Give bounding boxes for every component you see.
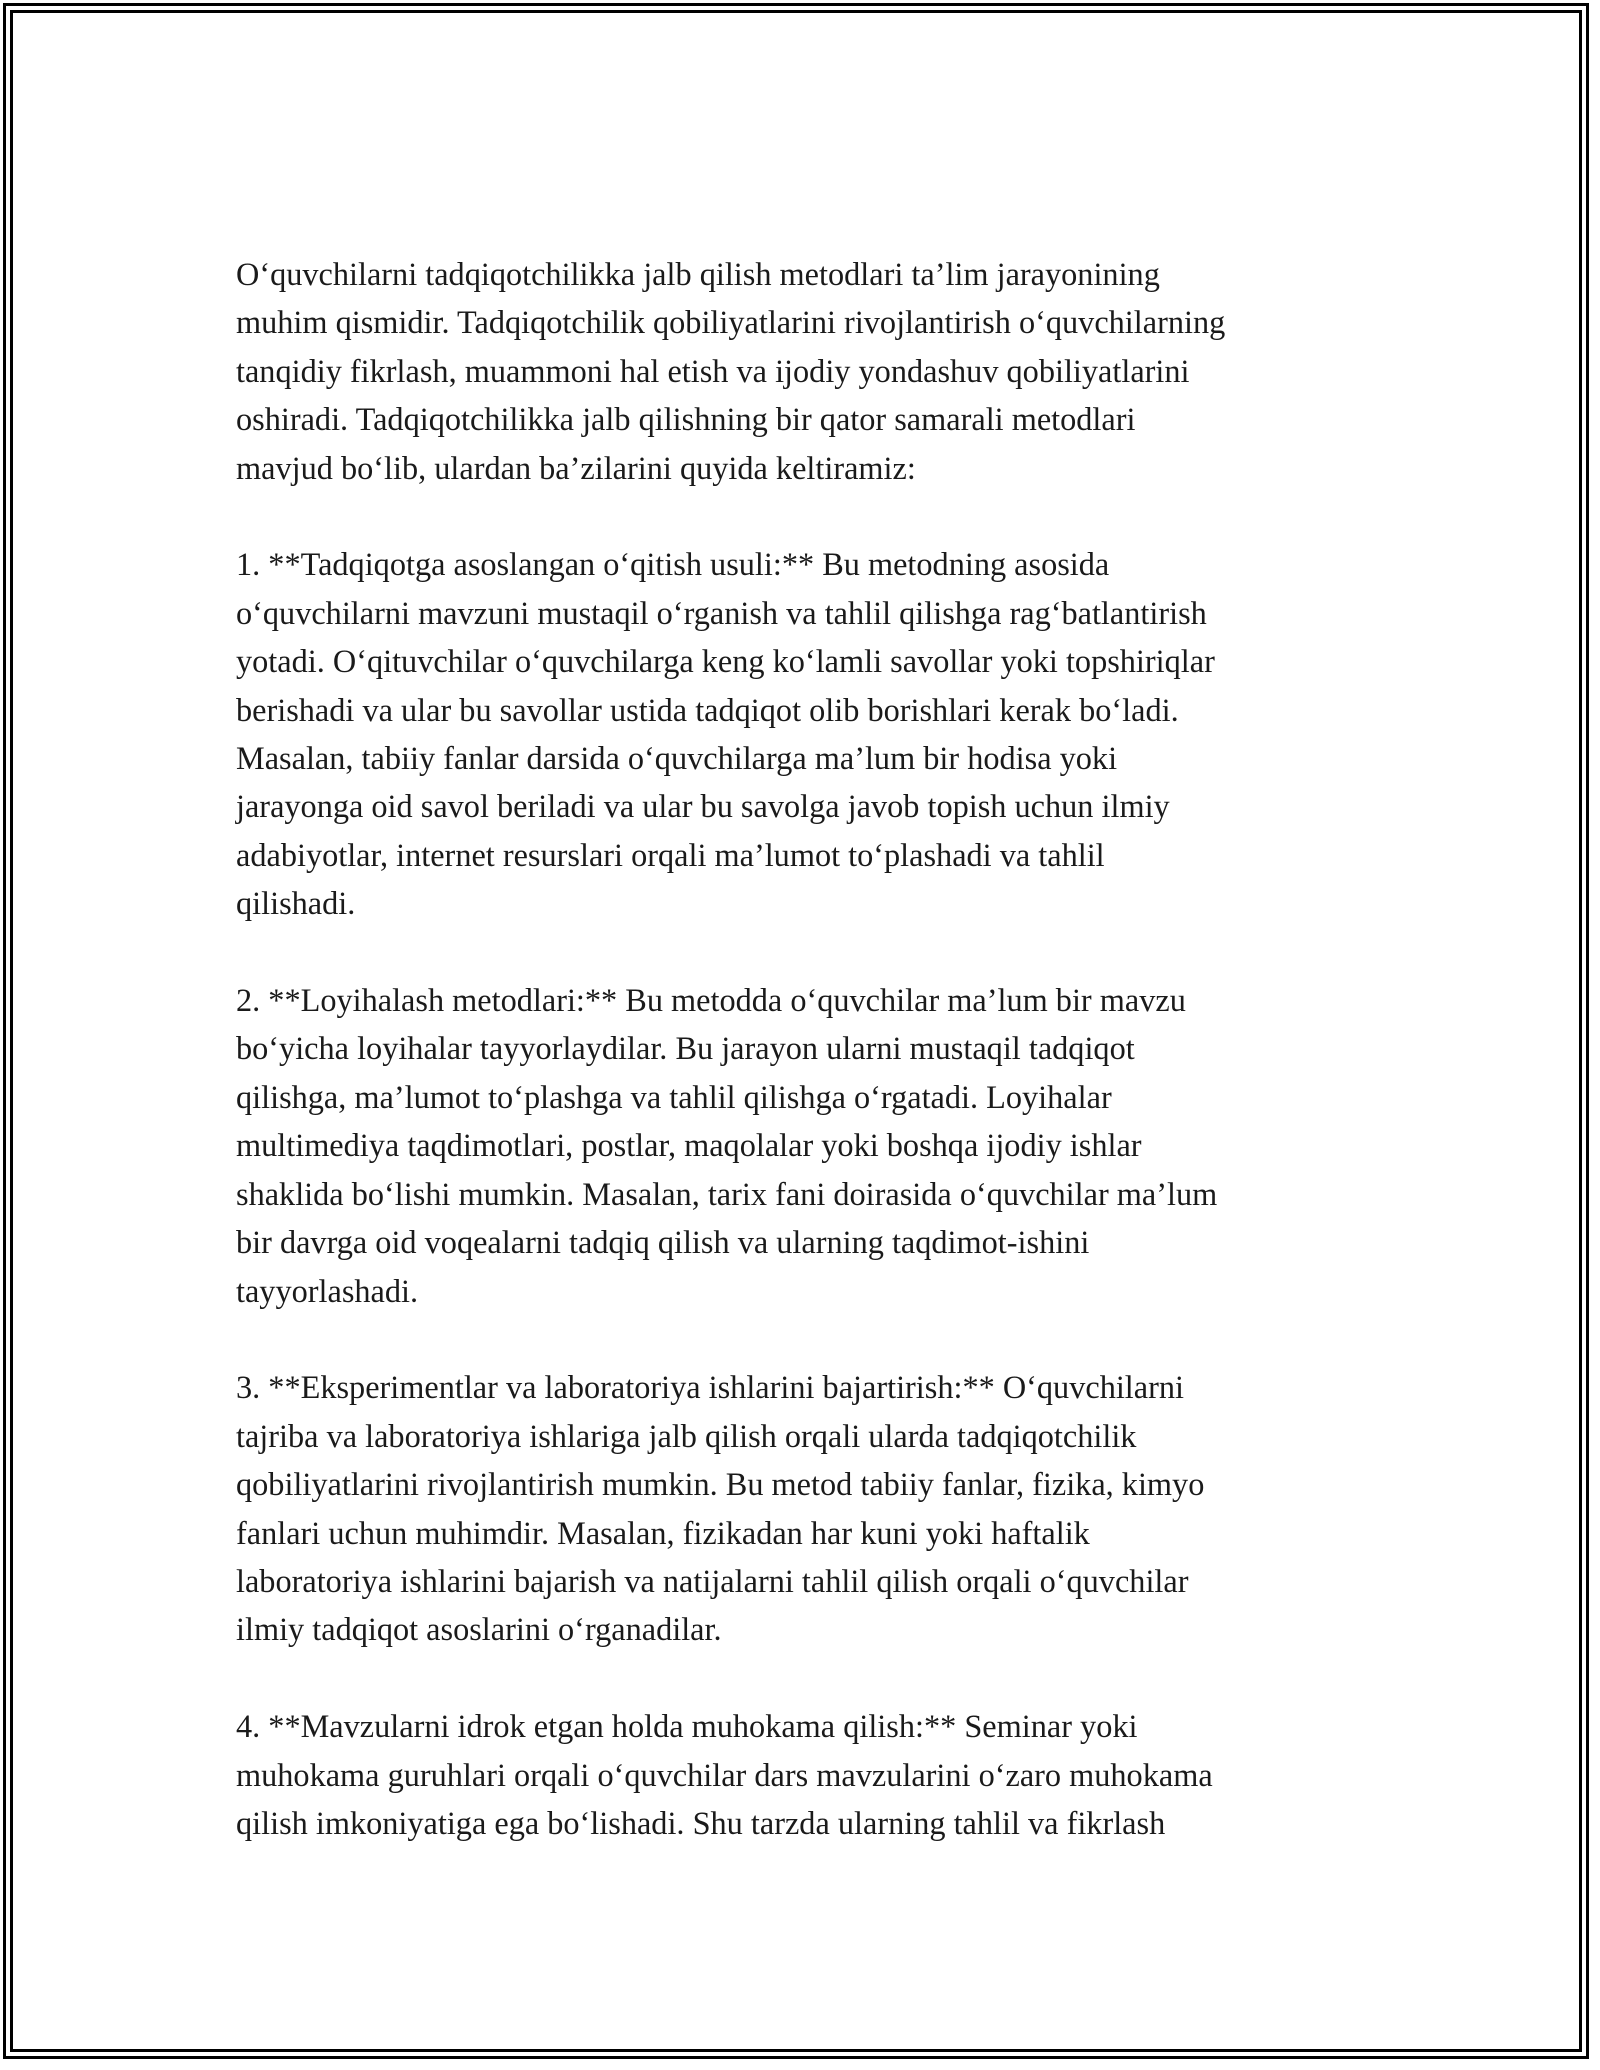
method-1-paragraph: 1. **Tadqiqotga asoslangan o‘qitish usuli:** Bu metodning asosida o‘quvchilarni mavzuni mustaqil o‘rganish va tahlil qilishga rag‘batlantirish yotadi. O‘qituvchilar o‘quvchilarga keng ko‘lamli savollar yoki topshiriqlar berishadi va ular bu savollar ustida tadqiqot olib borishlari kerak bo‘ladi. Masalan, tabiiy fanlar darsida o‘quvchilarga ma’lum bir hodisa yoki jarayonga oid savol beriladi va ular bu savolga javob topish uchun ilmiy adabiyotlar, internet resurslari orqali ma’lumot to‘plashadi va tahlil qilishadi. (236, 546, 1215, 922)
method-3-paragraph: 3. **Eksperimentlar va laboratoriya ishlarini bajartirish:** O‘quvchilarni tajriba va laboratoriya ishlariga jalb qilish orqali ularda tadqiqotchilik qobiliyatlarini rivojlantirish mumkin. Bu metod tabiiy fanlar, fizika, kimyo fanlari uchun muhimdir. Masalan, fizikadan har kuni yoki haftalik laboratoriya ishlarini bajarish va natijalarni tahlil qilish orqali o‘quvchilar ilmiy tadqiqot asoslarini o‘rganadilar. (236, 1369, 1205, 1648)
intro-paragraph: O‘quvchilarni tadqiqotchilikka jalb qilish metodlari ta’lim jarayonining muhim qismidir. Tadqiqotchilik qobiliyatlarini rivojlantirish o‘quvchilarning tanqidiy fikrlash, muammoni hal etish va ijodiy yondashuv qobiliyatlarini oshiradi. Tadqiqotchilikka jalb qilishning bir qator samarali metodlari mavjud bo‘lib, ulardan ba’zilarini quyida keltiramiz: (236, 256, 1226, 486)
document-body (236, 250, 1386, 1896)
method-4-paragraph: 4. **Mavzularni idrok etgan holda muhokama qilish:** Seminar yoki muhokama guruhlari orqali o‘quvchilar dars mavzularini o‘zaro muhokama qilish imkoniyatiga ega bo‘lishadi. Shu tarzda ularning tahlil va fikrlash (236, 1708, 1213, 1841)
method-2-paragraph: 2. **Loyihalash metodlari:** Bu metodda o‘quvchilar ma’lum bir mavzu bo‘yicha loyihalar tayyorlaydilar. Bu jarayon ularni mustaqil tadqiqot qilishga, ma’lumot to‘plashga va tahlil qilishga o‘rgatadi. Loyihalar multimediya taqdimotlari, postlar, maqolalar yoki boshqa ijodiy ishlar shaklida bo‘lishi mumkin. Masalan, tarix fani doirasida o‘quvchilar ma’lum bir davrga oid voqealarni tadqiq qilish va ularning taqdimot-ishini tayyorlashadi. (236, 982, 1218, 1309)
